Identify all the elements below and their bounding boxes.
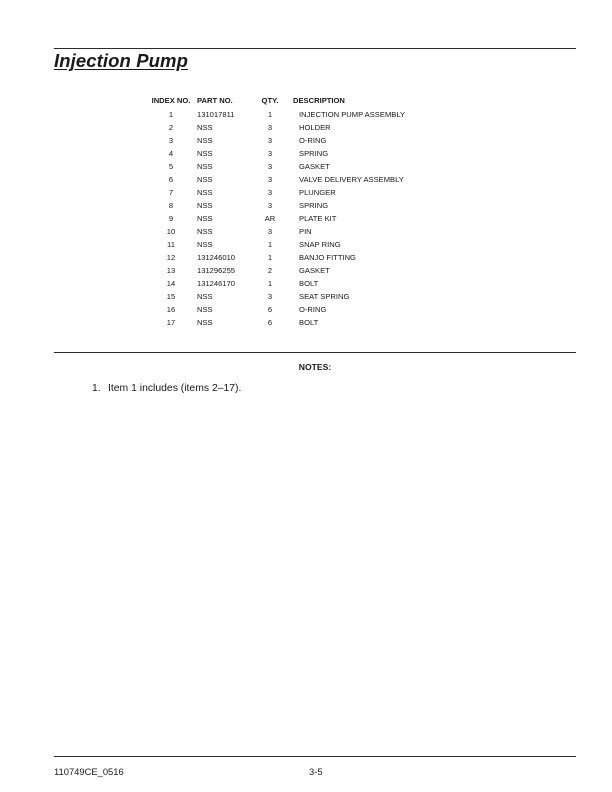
footer-doc-code: 110749CE_0516 (54, 766, 124, 777)
cell-qty: 1 (267, 279, 273, 288)
header-index-no: INDEX NO. (151, 96, 191, 105)
cell-description: SPRING (299, 201, 329, 210)
header-qty: QTY. (261, 96, 279, 105)
cell-qty: 3 (267, 227, 273, 236)
cell-qty: 6 (267, 318, 273, 327)
table-row (145, 316, 405, 329)
table-row (145, 251, 405, 264)
cell-qty: 3 (267, 201, 273, 210)
cell-qty: 3 (267, 292, 273, 301)
footer-page-number: 3-5 (309, 766, 323, 777)
cell-part-no: 131246010 (197, 253, 236, 262)
cell-description: GASKET (299, 162, 330, 171)
top-rule (54, 48, 576, 49)
cell-part-no: NSS (197, 188, 213, 197)
cell-description: O-RING (299, 136, 327, 145)
cell-part-no: NSS (197, 240, 213, 249)
cell-qty: 2 (267, 266, 273, 275)
cell-index-no: 3 (168, 136, 174, 145)
table-header-row (145, 94, 405, 108)
cell-qty: 6 (267, 305, 273, 314)
cell-qty: 1 (267, 253, 273, 262)
cell-part-no: NSS (197, 136, 213, 145)
cell-description: PLATE KIT (299, 214, 337, 223)
cell-description: BANJO FITTING (299, 253, 356, 262)
header-part-no: PART NO. (197, 96, 233, 105)
cell-qty: 3 (267, 188, 273, 197)
cell-index-no: 12 (166, 253, 176, 262)
cell-description: GASKET (299, 266, 330, 275)
cell-index-no: 11 (167, 240, 175, 249)
section-title: Injection Pump (54, 50, 188, 71)
cell-qty: 1 (267, 110, 273, 119)
cell-description: SPRING (299, 149, 329, 158)
table-row (145, 134, 405, 147)
cell-index-no: 13 (166, 266, 176, 275)
table-row (145, 173, 405, 186)
cell-index-no: 4 (168, 149, 174, 158)
table-row (145, 199, 405, 212)
parts-table-body (145, 108, 405, 329)
cell-description: INJECTION PUMP ASSEMBLY (299, 110, 406, 119)
parts-list-table (145, 94, 405, 329)
cell-part-no: NSS (197, 123, 213, 132)
cell-description: PLUNGER (299, 188, 336, 197)
cell-part-no: 131296255 (197, 266, 236, 275)
table-row (145, 290, 405, 303)
cell-part-no: NSS (197, 149, 213, 158)
cell-part-no: NSS (197, 227, 213, 236)
cell-index-no: 7 (168, 188, 174, 197)
notes-divider (54, 352, 576, 353)
cell-description: BOLT (299, 279, 319, 288)
cell-part-no: 131017811 (197, 110, 235, 119)
cell-description: SNAP RING (299, 240, 341, 249)
table-row (145, 264, 405, 277)
cell-index-no: 15 (166, 292, 176, 301)
footer-rule (54, 756, 576, 757)
table-row (145, 147, 405, 160)
table-row (145, 225, 405, 238)
cell-index-no: 6 (168, 175, 174, 184)
cell-qty: AR (264, 214, 276, 223)
table-row (145, 238, 405, 251)
cell-qty: 1 (267, 240, 273, 249)
note-number: 1. (92, 383, 101, 394)
cell-description: BOLT (299, 318, 319, 327)
cell-description: VALVE DELIVERY ASSEMBLY (299, 175, 404, 184)
cell-description: SEAT SPRING (299, 292, 350, 301)
table-row (145, 212, 405, 225)
table-row (145, 160, 405, 173)
cell-index-no: 14 (166, 279, 176, 288)
table-row (145, 186, 405, 199)
cell-index-no: 5 (168, 162, 174, 171)
notes-heading: NOTES: (298, 362, 332, 372)
cell-index-no: 1 (168, 110, 174, 119)
cell-description: PIN (299, 227, 312, 236)
cell-index-no: 10 (166, 227, 176, 236)
cell-part-no: NSS (197, 292, 213, 301)
cell-qty: 3 (267, 123, 273, 132)
table-row (145, 121, 405, 134)
cell-qty: 3 (267, 149, 273, 158)
cell-part-no: NSS (197, 175, 213, 184)
cell-description: HOLDER (299, 123, 331, 132)
cell-index-no: 9 (168, 214, 174, 223)
table-row (145, 108, 405, 121)
cell-index-no: 8 (168, 201, 174, 210)
cell-index-no: 16 (166, 305, 176, 314)
cell-description: O-RING (299, 305, 327, 314)
cell-index-no: 2 (168, 123, 174, 132)
notes-list (92, 382, 241, 396)
cell-part-no: NSS (197, 201, 213, 210)
cell-qty: 3 (267, 175, 273, 184)
cell-part-no: NSS (197, 305, 213, 314)
table-row (145, 303, 405, 316)
note-text: Item 1 includes (items 2–17). (108, 383, 242, 394)
cell-part-no: NSS (197, 162, 213, 171)
note-item (92, 382, 241, 396)
cell-part-no: 131246170 (197, 279, 236, 288)
cell-qty: 3 (267, 136, 273, 145)
cell-index-no: 17 (166, 318, 176, 327)
cell-qty: 3 (267, 162, 273, 171)
table-row (145, 277, 405, 290)
header-description: DESCRIPTION (293, 96, 345, 105)
cell-part-no: NSS (197, 214, 213, 223)
cell-part-no: NSS (197, 318, 213, 327)
